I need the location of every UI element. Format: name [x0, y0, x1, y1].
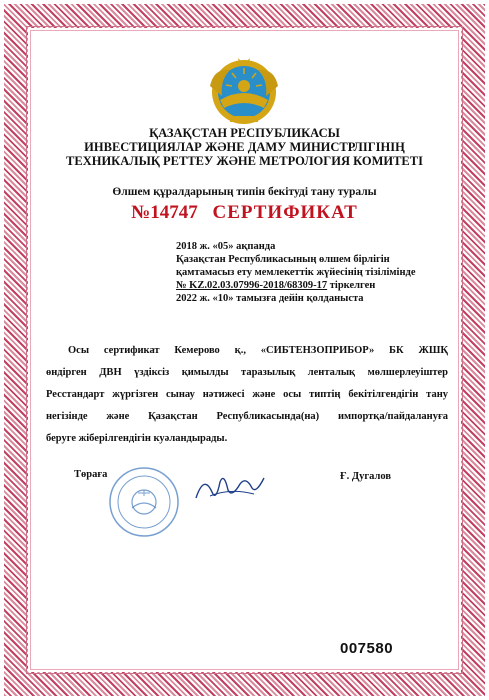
registration-number-line: [176, 279, 456, 292]
issuer-heading: [40, 126, 449, 168]
registration-block: [176, 240, 456, 305]
validity-date: 2022 ж. «10» тамызға дейін қолданыста: [176, 293, 364, 304]
body-line-1: Осы сертификат Кемерово қ., «СИБТЕНЗОПРИБОР» БК ЖШҚ: [68, 345, 448, 356]
certificate-word: СЕРТИФИКАТ: [212, 202, 358, 223]
chair-label: Төраға: [74, 469, 108, 480]
signer-name: Ғ. Дугалов: [340, 471, 392, 482]
body-line-5: беруге жіберілгендігін куәландырады.: [46, 433, 228, 444]
body-line-2: өндірген ДВН үздіксіз қимылды таразылық ленталық мөлшерлеуіштер: [46, 367, 448, 378]
certificate-subtitle: Өлшем құралдарының типін бекітуді тану туралы: [112, 186, 377, 198]
state-emblem-icon: [206, 56, 282, 126]
certificate-number: №14747: [131, 202, 198, 223]
certificate-body: [46, 340, 448, 450]
heading-line-2: ИНВЕСТИЦИЯЛАР ЖӘНЕ ДАМУ МИНИСТРЛІГІНІҢ: [84, 140, 405, 154]
registration-number: № KZ.02.03.07996-2018/68309-17: [176, 280, 328, 291]
registration-line-2: Қазақстан Республикасының өлшем бірлігін: [176, 254, 390, 265]
body-line-4: негізінде және Қазақстан Республикасында(на) импортқа/пайдалануға: [46, 411, 448, 422]
heading-line-3: ТЕХНИКАЛЫҚ РЕТТЕУ ЖӘНЕ МЕТРОЛОГИЯ КОМИТЕТІ: [66, 154, 423, 168]
registration-suffix: тіркелген: [327, 280, 376, 291]
registration-date: 2018 ж. «05» ақпанда: [176, 241, 276, 252]
handwritten-signature: [190, 468, 270, 508]
official-seal-icon: [104, 460, 200, 540]
certificate-title: [40, 202, 449, 224]
serial-number: 007580: [340, 640, 394, 657]
body-line-3: Ресстандарт жүргізген сынау нәтижесі және осы типтің бекітілгендігін тану: [46, 389, 448, 400]
registration-line-3: қамтамасыз ету мемлекеттік жүйесінің тізілімінде: [176, 267, 416, 278]
heading-line-1: ҚАЗАҚСТАН РЕСПУБЛИКАСЫ: [149, 126, 340, 140]
